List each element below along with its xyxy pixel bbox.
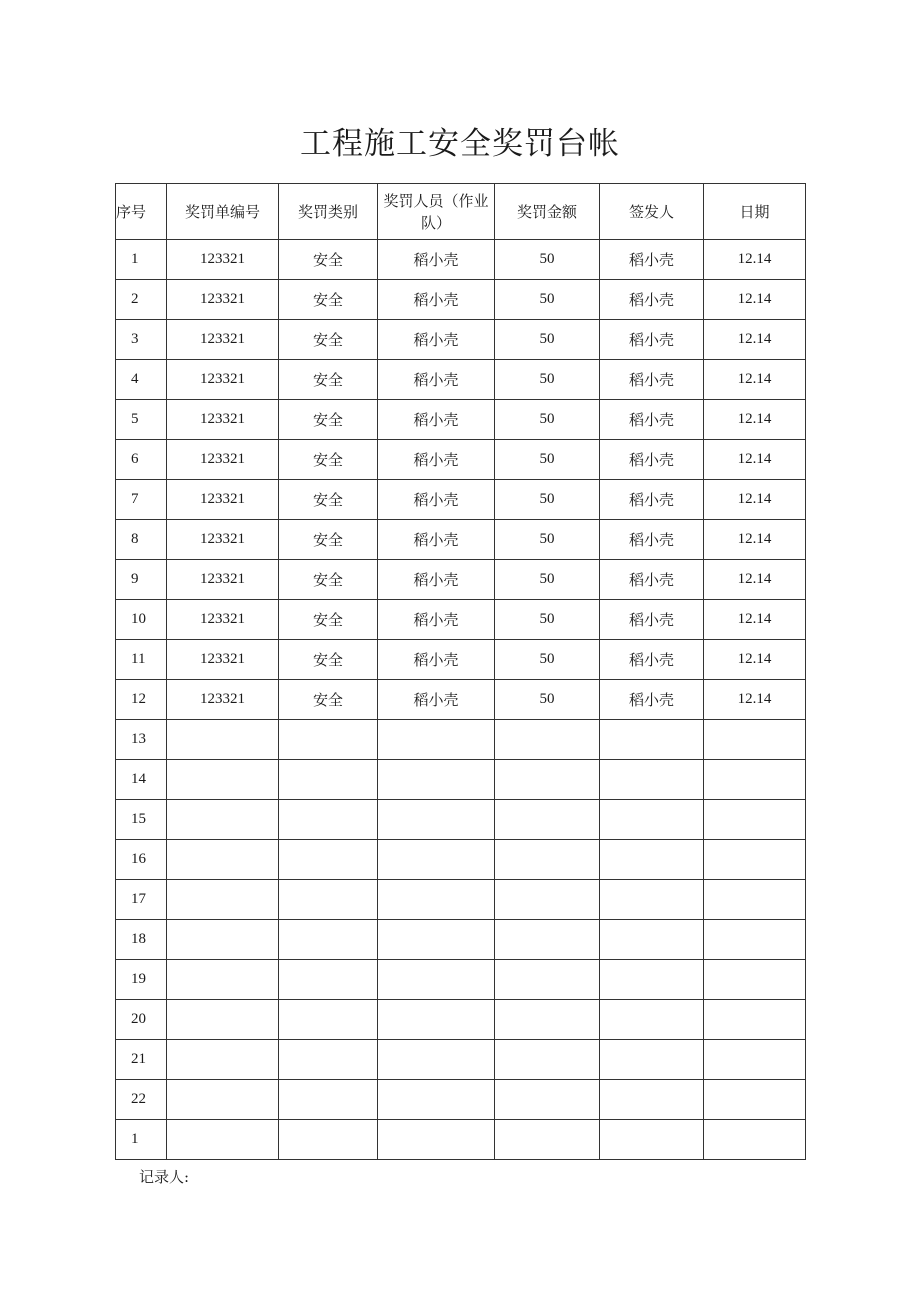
cell-category: 安全 <box>279 640 378 680</box>
cell-person-team: 稻小壳 <box>378 600 495 640</box>
cell-serial-number: 21 <box>116 1040 167 1080</box>
table-row <box>116 440 806 480</box>
cell-amount: 50 <box>495 240 600 280</box>
cell-amount <box>495 1040 600 1080</box>
cell-date <box>704 1120 806 1160</box>
cell-voucher-number: 123321 <box>167 400 279 440</box>
cell-voucher-number <box>167 760 279 800</box>
cell-issuer <box>600 920 704 960</box>
cell-person-team <box>378 760 495 800</box>
header-amount: 奖罚金额 <box>495 184 600 240</box>
cell-person-team <box>378 720 495 760</box>
table-row <box>116 600 806 640</box>
cell-issuer <box>600 1120 704 1160</box>
cell-category: 安全 <box>279 560 378 600</box>
cell-issuer <box>600 880 704 920</box>
cell-voucher-number <box>167 960 279 1000</box>
cell-serial-number: 4 <box>116 360 167 400</box>
cell-person-team: 稻小壳 <box>378 680 495 720</box>
cell-issuer: 稻小壳 <box>600 240 704 280</box>
cell-amount <box>495 840 600 880</box>
table-row <box>116 720 806 760</box>
cell-date <box>704 1080 806 1120</box>
cell-voucher-number <box>167 800 279 840</box>
cell-voucher-number <box>167 1080 279 1120</box>
cell-category <box>279 1000 378 1040</box>
cell-issuer <box>600 800 704 840</box>
cell-serial-number: 1 <box>116 1120 167 1160</box>
cell-category <box>279 720 378 760</box>
cell-person-team: 稻小壳 <box>378 360 495 400</box>
cell-serial-number: 19 <box>116 960 167 1000</box>
cell-person-team <box>378 1080 495 1120</box>
cell-serial-number: 22 <box>116 1080 167 1120</box>
cell-date <box>704 720 806 760</box>
cell-issuer: 稻小壳 <box>600 560 704 600</box>
recorder-label: 记录人: <box>139 1168 190 1186</box>
cell-issuer: 稻小壳 <box>600 400 704 440</box>
cell-category: 安全 <box>279 520 378 560</box>
cell-person-team: 稻小壳 <box>378 320 495 360</box>
cell-amount: 50 <box>495 640 600 680</box>
cell-date <box>704 1040 806 1080</box>
cell-serial-number: 13 <box>116 720 167 760</box>
cell-date: 12.14 <box>704 440 806 480</box>
cell-category: 安全 <box>279 360 378 400</box>
table-row <box>116 1120 806 1160</box>
cell-serial-number: 15 <box>116 800 167 840</box>
cell-person-team <box>378 960 495 1000</box>
cell-person-team: 稻小壳 <box>378 440 495 480</box>
cell-date <box>704 1000 806 1040</box>
cell-person-team: 稻小壳 <box>378 640 495 680</box>
cell-serial-number: 17 <box>116 880 167 920</box>
cell-issuer <box>600 960 704 1000</box>
cell-category: 安全 <box>279 280 378 320</box>
cell-serial-number: 12 <box>116 680 167 720</box>
cell-category: 安全 <box>279 320 378 360</box>
cell-amount: 50 <box>495 600 600 640</box>
table-row <box>116 920 806 960</box>
cell-voucher-number <box>167 720 279 760</box>
cell-serial-number: 1 <box>116 240 167 280</box>
cell-date: 12.14 <box>704 640 806 680</box>
cell-amount <box>495 800 600 840</box>
cell-amount: 50 <box>495 560 600 600</box>
table-row <box>116 800 806 840</box>
cell-category: 安全 <box>279 440 378 480</box>
cell-serial-number: 5 <box>116 400 167 440</box>
cell-person-team: 稻小壳 <box>378 240 495 280</box>
cell-serial-number: 2 <box>116 280 167 320</box>
cell-date: 12.14 <box>704 560 806 600</box>
table-row <box>116 680 806 720</box>
cell-amount <box>495 1120 600 1160</box>
cell-issuer: 稻小壳 <box>600 680 704 720</box>
cell-date: 12.14 <box>704 240 806 280</box>
table-row <box>116 280 806 320</box>
cell-person-team: 稻小壳 <box>378 400 495 440</box>
cell-category: 安全 <box>279 480 378 520</box>
cell-issuer <box>600 1080 704 1120</box>
cell-category <box>279 1080 378 1120</box>
cell-date <box>704 960 806 1000</box>
cell-amount: 50 <box>495 320 600 360</box>
cell-amount <box>495 1080 600 1120</box>
cell-date <box>704 800 806 840</box>
cell-date <box>704 840 806 880</box>
cell-date <box>704 880 806 920</box>
cell-category <box>279 800 378 840</box>
cell-voucher-number: 123321 <box>167 600 279 640</box>
cell-voucher-number: 123321 <box>167 240 279 280</box>
header-person-team: 奖罚人员（作业队） <box>378 184 495 240</box>
cell-amount <box>495 720 600 760</box>
cell-voucher-number: 123321 <box>167 480 279 520</box>
header-date: 日期 <box>704 184 806 240</box>
cell-serial-number: 6 <box>116 440 167 480</box>
cell-person-team <box>378 1040 495 1080</box>
cell-voucher-number: 123321 <box>167 440 279 480</box>
cell-issuer: 稻小壳 <box>600 360 704 400</box>
cell-amount: 50 <box>495 440 600 480</box>
cell-serial-number: 18 <box>116 920 167 960</box>
cell-category <box>279 760 378 800</box>
cell-date: 12.14 <box>704 400 806 440</box>
cell-issuer: 稻小壳 <box>600 480 704 520</box>
cell-serial-number: 20 <box>116 1000 167 1040</box>
cell-category <box>279 1040 378 1080</box>
cell-voucher-number: 123321 <box>167 520 279 560</box>
cell-voucher-number <box>167 1120 279 1160</box>
cell-voucher-number: 123321 <box>167 280 279 320</box>
cell-voucher-number <box>167 920 279 960</box>
cell-issuer <box>600 720 704 760</box>
cell-amount: 50 <box>495 680 600 720</box>
cell-serial-number: 16 <box>116 840 167 880</box>
cell-serial-number: 8 <box>116 520 167 560</box>
cell-issuer <box>600 760 704 800</box>
cell-category <box>279 880 378 920</box>
cell-date: 12.14 <box>704 320 806 360</box>
cell-issuer: 稻小壳 <box>600 520 704 560</box>
cell-person-team: 稻小壳 <box>378 480 495 520</box>
cell-amount: 50 <box>495 520 600 560</box>
cell-date: 12.14 <box>704 680 806 720</box>
cell-issuer: 稻小壳 <box>600 440 704 480</box>
table-row <box>116 1080 806 1120</box>
cell-issuer: 稻小壳 <box>600 600 704 640</box>
cell-voucher-number <box>167 1040 279 1080</box>
table-body <box>116 240 806 1160</box>
cell-amount: 50 <box>495 400 600 440</box>
cell-voucher-number: 123321 <box>167 320 279 360</box>
header-category: 奖罚类别 <box>279 184 378 240</box>
table-row <box>116 480 806 520</box>
table-row <box>116 880 806 920</box>
cell-issuer <box>600 1000 704 1040</box>
header-serial-number: 序号 <box>116 184 167 240</box>
cell-issuer: 稻小壳 <box>600 280 704 320</box>
header-issuer: 签发人 <box>600 184 704 240</box>
cell-person-team <box>378 1000 495 1040</box>
table-row <box>116 840 806 880</box>
cell-date <box>704 920 806 960</box>
cell-person-team: 稻小壳 <box>378 560 495 600</box>
table-row <box>116 360 806 400</box>
cell-voucher-number: 123321 <box>167 360 279 400</box>
table-row <box>116 960 806 1000</box>
cell-date: 12.14 <box>704 600 806 640</box>
cell-date <box>704 760 806 800</box>
table-row <box>116 240 806 280</box>
cell-category: 安全 <box>279 680 378 720</box>
table-row <box>116 320 806 360</box>
table-row <box>116 640 806 680</box>
header-voucher-number: 奖罚单编号 <box>167 184 279 240</box>
cell-category <box>279 840 378 880</box>
cell-voucher-number <box>167 840 279 880</box>
cell-category: 安全 <box>279 400 378 440</box>
table-row <box>116 560 806 600</box>
cell-serial-number: 11 <box>116 640 167 680</box>
cell-category: 安全 <box>279 240 378 280</box>
cell-issuer <box>600 840 704 880</box>
cell-voucher-number: 123321 <box>167 560 279 600</box>
table-row <box>116 1000 806 1040</box>
cell-person-team <box>378 800 495 840</box>
cell-category: 安全 <box>279 600 378 640</box>
cell-serial-number: 14 <box>116 760 167 800</box>
cell-voucher-number: 123321 <box>167 680 279 720</box>
cell-person-team <box>378 920 495 960</box>
cell-amount <box>495 920 600 960</box>
cell-person-team <box>378 840 495 880</box>
cell-amount <box>495 760 600 800</box>
table-row <box>116 520 806 560</box>
cell-issuer <box>600 1040 704 1080</box>
cell-date: 12.14 <box>704 360 806 400</box>
cell-serial-number: 10 <box>116 600 167 640</box>
cell-serial-number: 9 <box>116 560 167 600</box>
document-title: 工程施工安全奖罚台帐 <box>300 126 620 162</box>
cell-person-team <box>378 880 495 920</box>
table-row <box>116 1040 806 1080</box>
cell-serial-number: 3 <box>116 320 167 360</box>
cell-date: 12.14 <box>704 280 806 320</box>
table-row <box>116 760 806 800</box>
cell-amount <box>495 960 600 1000</box>
reward-penalty-ledger-table <box>115 183 806 1160</box>
cell-serial-number: 7 <box>116 480 167 520</box>
cell-amount <box>495 880 600 920</box>
cell-issuer: 稻小壳 <box>600 320 704 360</box>
cell-amount: 50 <box>495 480 600 520</box>
cell-person-team <box>378 1120 495 1160</box>
cell-person-team: 稻小壳 <box>378 520 495 560</box>
cell-category <box>279 1120 378 1160</box>
cell-voucher-number <box>167 880 279 920</box>
cell-category <box>279 920 378 960</box>
cell-amount: 50 <box>495 280 600 320</box>
table-header-row <box>116 184 806 240</box>
cell-issuer: 稻小壳 <box>600 640 704 680</box>
cell-date: 12.14 <box>704 480 806 520</box>
cell-person-team: 稻小壳 <box>378 280 495 320</box>
cell-category <box>279 960 378 1000</box>
cell-voucher-number: 123321 <box>167 640 279 680</box>
cell-date: 12.14 <box>704 520 806 560</box>
cell-amount <box>495 1000 600 1040</box>
table-row <box>116 400 806 440</box>
cell-amount: 50 <box>495 360 600 400</box>
cell-voucher-number <box>167 1000 279 1040</box>
